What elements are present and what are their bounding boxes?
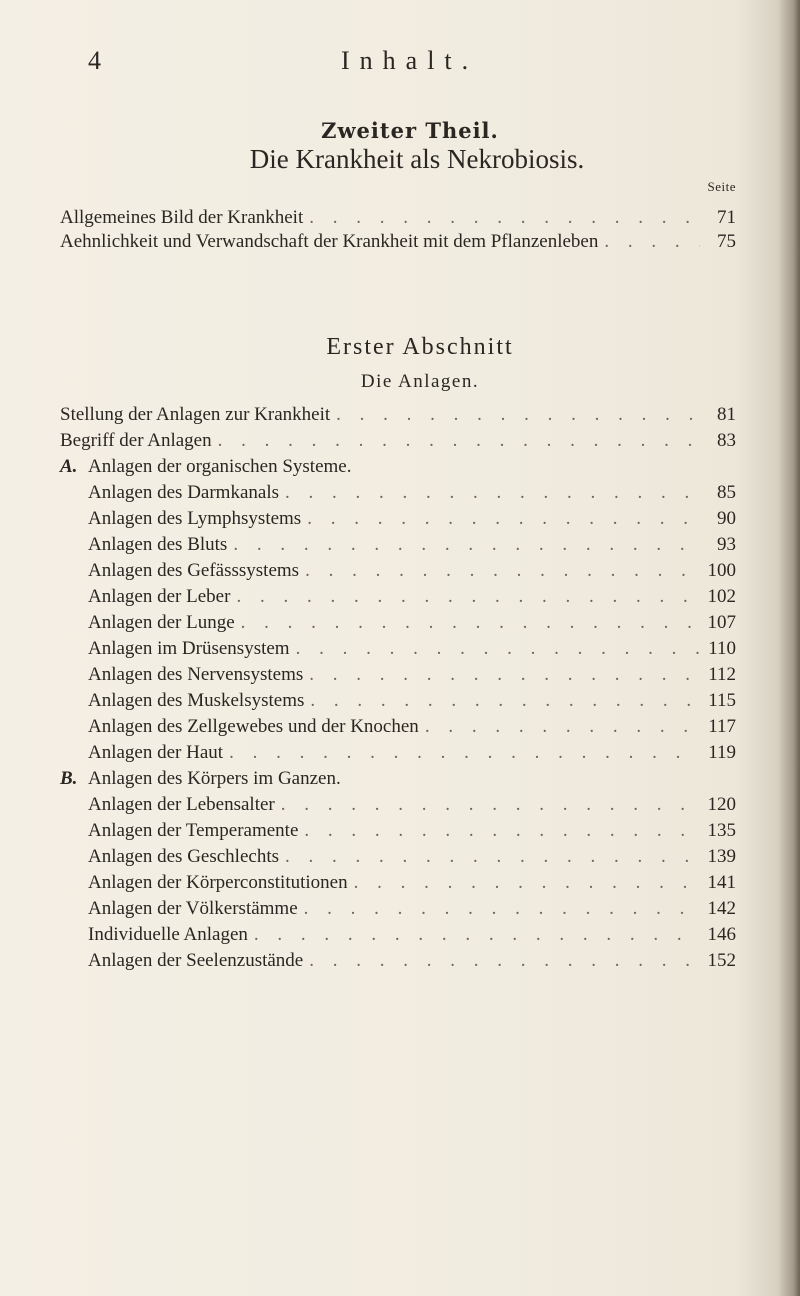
toc-entry-page: 141 [707,872,736,893]
leader-dots [304,898,700,920]
page-column-label: Seite [707,179,736,194]
toc-entry [88,794,736,816]
toc-entry-page: 102 [707,586,736,607]
toc-entry-label: Anlagen der Lunge [88,612,235,633]
toc-entry-page: 71 [717,207,736,228]
toc-entry [60,207,736,229]
toc-entry-label: Anlagen der Temperamente [88,820,299,841]
toc-entry-label: Anlagen des Nervensystems [88,664,304,685]
section-title: Erster Abschnitt [326,334,514,360]
toc-entry-page: 81 [717,404,736,425]
toc-entry-page: 100 [707,560,736,581]
toc-entry [88,950,736,972]
toc-entry [88,482,736,504]
toc-entry-label: Anlagen des Lymphsystems [88,508,302,529]
leader-dots [285,846,700,868]
leader-dots [236,586,700,608]
page-edge-shadow [778,0,800,1296]
toc-entry-page: 75 [717,231,736,252]
toc-entry-label: Anlagen der Körperconstitutionen [88,872,348,893]
leader-dots [305,560,700,582]
toc-entry-label: Anlagen des Gefässsystems [88,560,300,581]
toc-entry [88,846,736,868]
toc-entry [88,716,736,738]
toc-entry [88,872,736,894]
toc-entry-page: 107 [707,612,736,633]
toc-entry-label: Begriff der Anlagen [60,430,212,451]
toc-entry-label: Anlagen der Seelenzustände [88,950,304,971]
running-title: Inhalt. [341,46,479,75]
group-letter: B. [60,768,78,789]
toc-entry-page: 152 [707,950,736,971]
toc-entry-page: 139 [707,846,736,867]
toc-entry [88,898,736,920]
toc-entry-label: Anlagen des Geschlechts [88,846,279,867]
toc-entry [60,430,736,452]
toc-entry-page: 142 [707,898,736,919]
leader-dots [309,664,700,686]
leader-dots [218,430,700,452]
toc-entry-page: 93 [717,534,736,555]
toc-entry [88,664,736,686]
toc-entry [88,508,736,530]
toc-entry-label: Anlagen der Völkerstämme [88,898,298,919]
leader-dots [307,508,700,530]
part-title: Zweiter Theil. [321,118,499,143]
toc-entry-label: Anlagen des Muskelsystems [88,690,305,711]
toc-entry-label: Allgemeines Bild der Krankheit [60,207,304,228]
leader-dots [354,872,700,894]
toc-entry-page: 85 [717,482,736,503]
group-heading-a [60,456,351,478]
toc-entry [88,534,736,556]
leader-dots [309,207,700,229]
leader-dots [309,950,700,972]
toc-entry-page: 119 [708,742,736,763]
toc-entry-page: 146 [707,924,736,945]
page-number: 4 [88,46,101,75]
toc-entry [88,638,736,660]
toc-entry-page: 135 [707,820,736,841]
toc-entry-label: Anlagen des Bluts [88,534,228,555]
toc-entry-page: 115 [708,690,736,711]
toc-entry [88,924,736,946]
toc-entry-label: Anlagen der Haut [88,742,224,763]
leader-dots [281,794,700,816]
toc-entry [88,742,736,764]
leader-dots [304,820,700,842]
toc-entry [88,560,736,582]
toc-entry [60,404,736,426]
leader-dots [604,231,700,253]
group-heading-text: Anlagen des Körpers im Ganzen. [88,768,341,789]
toc-entry-page: 110 [708,638,736,659]
toc-entry-page: 117 [708,716,736,737]
leader-dots [254,924,700,946]
toc-entry-page: 112 [708,664,736,685]
toc-entry-page: 120 [707,794,736,815]
toc-entry [88,586,736,608]
leader-dots [310,690,700,712]
toc-entry-label: Anlagen der Lebensalter [88,794,275,815]
leader-dots [425,716,700,738]
section-subtitle: Die Anlagen. [360,371,480,392]
group-heading-text: Anlagen der organischen Systeme. [88,456,352,477]
toc-entry [88,612,736,634]
leader-dots [285,482,700,504]
toc-entry-label: Anlagen der Leber [88,586,231,607]
toc-entry [88,820,736,842]
toc-entry [88,690,736,712]
group-heading-b [60,768,341,790]
group-letter: A. [60,456,78,477]
toc-entry-label: Anlagen des Zellgewebes und der Knochen [88,716,419,737]
leader-dots [336,404,700,426]
leader-dots [233,534,700,556]
toc-entry-page: 83 [717,430,736,451]
part-subtitle: Die Krankheit als Nekrobiosis. [249,144,585,174]
toc-entry-label: Stellung der Anlagen zur Krankheit [60,404,331,425]
toc-entry-label: Anlagen des Darmkanals [88,482,279,503]
leader-dots [296,638,700,660]
toc-entry [60,231,736,253]
toc-entry-label: Aehnlichkeit und Verwandschaft der Krankheit mit dem Pflanzenleben [60,231,599,252]
leader-dots [229,742,700,764]
toc-entry-page: 90 [717,508,736,529]
leader-dots [241,612,700,634]
toc-entry-label: Anlagen im Drüsensystem [88,638,290,659]
toc-entry-label: Individuelle Anlagen [88,924,248,945]
